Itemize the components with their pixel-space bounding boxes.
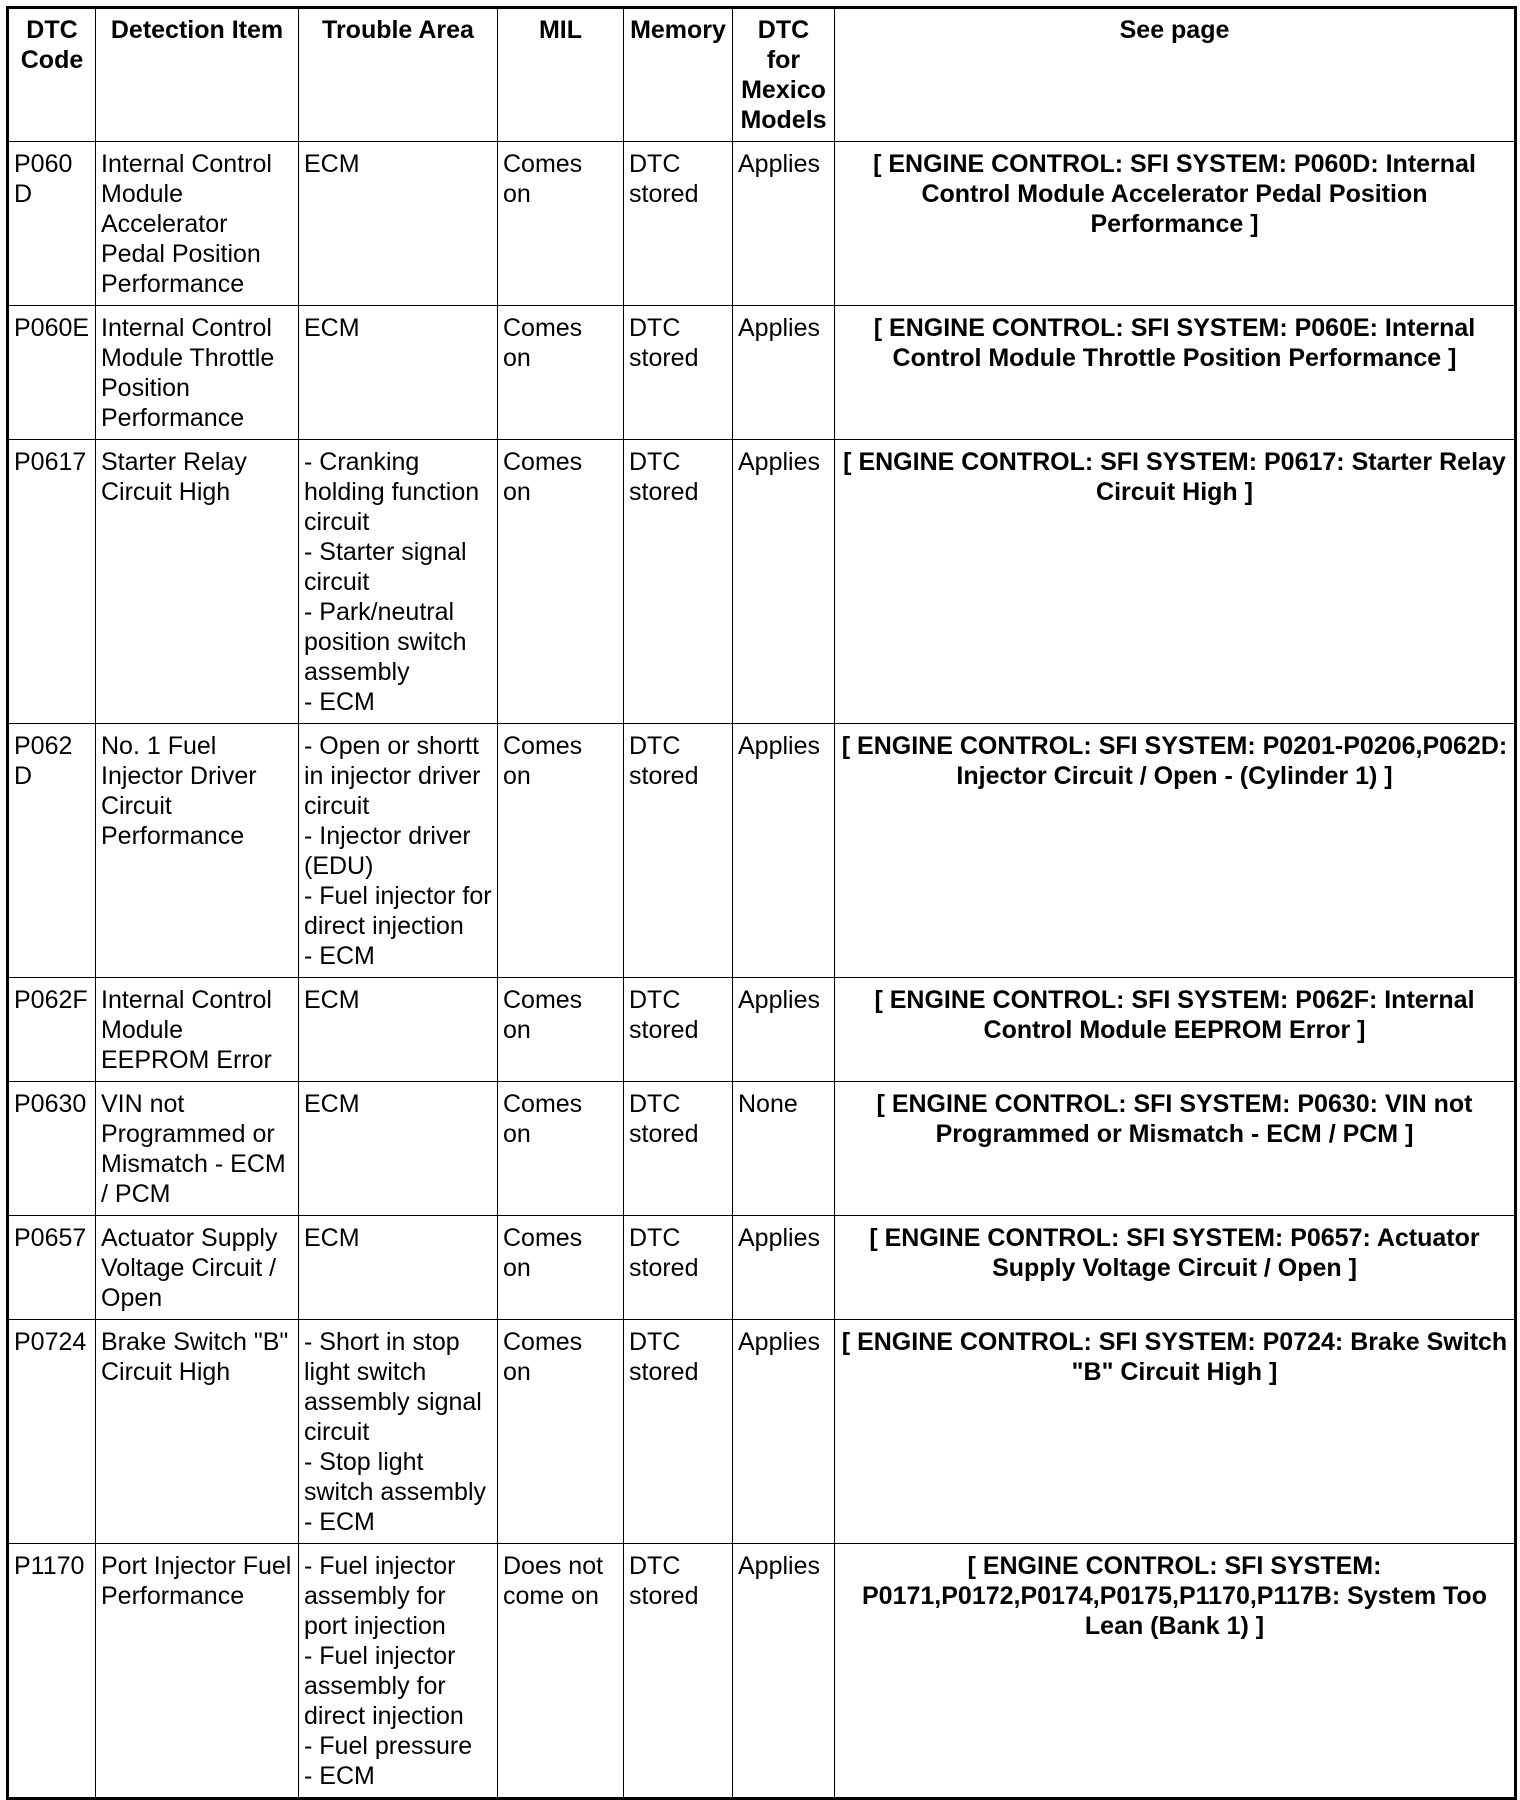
memory-cell: DTC stored: [624, 306, 733, 440]
see-page-link[interactable]: [ ENGINE CONTROL: SFI SYSTEM: P0201-P0206,P062D: Injector Circuit / Open - (Cylinder 1) ]: [835, 724, 1516, 978]
memory-cell: DTC stored: [624, 440, 733, 724]
table-header: [8, 8, 1516, 142]
see-page-link[interactable]: [ ENGINE CONTROL: SFI SYSTEM: P0657: Actuator Supply Voltage Circuit / Open ]: [835, 1216, 1516, 1320]
dtc-code-cell: P062F: [8, 978, 96, 1082]
header-mil: MIL: [498, 8, 624, 142]
trouble-area-cell: - Fuel injector assembly for port injection - Fuel injector assembly for direct injection - Fuel pressure - ECM: [299, 1544, 498, 1799]
header-trouble-area: Trouble Area: [299, 8, 498, 142]
see-page-link[interactable]: [ ENGINE CONTROL: SFI SYSTEM: P0630: VIN not Programmed or Mismatch - ECM / PCM ]: [835, 1082, 1516, 1216]
header-row: [8, 8, 1516, 142]
table-row: [8, 978, 1516, 1082]
mil-cell: Comes on: [498, 1216, 624, 1320]
memory-cell: DTC stored: [624, 978, 733, 1082]
detection-item-cell: Internal Control Module Throttle Position Performance: [96, 306, 299, 440]
table-row: [8, 1544, 1516, 1799]
dtc-code-cell: P0657: [8, 1216, 96, 1320]
trouble-area-cell: ECM: [299, 978, 498, 1082]
trouble-area-cell: ECM: [299, 1082, 498, 1216]
mexico-cell: None: [733, 1082, 835, 1216]
table-row: [8, 142, 1516, 306]
detection-item-cell: Starter Relay Circuit High: [96, 440, 299, 724]
detection-item-cell: Brake Switch "B" Circuit High: [96, 1320, 299, 1544]
mil-cell: Comes on: [498, 440, 624, 724]
table-row: [8, 1216, 1516, 1320]
trouble-area-cell: - Cranking holding function circuit - Starter signal circuit - Park/neutral position switch assembly - ECM: [299, 440, 498, 724]
mexico-cell: Applies: [733, 142, 835, 306]
header-see-page: See page: [835, 8, 1516, 142]
dtc-table: [6, 6, 1517, 1800]
mil-cell: Comes on: [498, 978, 624, 1082]
dtc-code-cell: P0617: [8, 440, 96, 724]
detection-item-cell: Port Injector Fuel Performance: [96, 1544, 299, 1799]
memory-cell: DTC stored: [624, 1544, 733, 1799]
header-dtc-mexico: DTC for Mexico Models: [733, 8, 835, 142]
memory-cell: DTC stored: [624, 1082, 733, 1216]
dtc-code-cell: P1170: [8, 1544, 96, 1799]
table-row: [8, 440, 1516, 724]
table-row: [8, 306, 1516, 440]
see-page-link[interactable]: [ ENGINE CONTROL: SFI SYSTEM: P060D: Internal Control Module Accelerator Pedal Position Performance ]: [835, 142, 1516, 306]
see-page-link[interactable]: [ ENGINE CONTROL: SFI SYSTEM: P0171,P0172,P0174,P0175,P1170,P117B: System Too Lean (Bank 1) ]: [835, 1544, 1516, 1799]
mexico-cell: Applies: [733, 724, 835, 978]
trouble-area-cell: ECM: [299, 142, 498, 306]
mexico-cell: Applies: [733, 1544, 835, 1799]
dtc-code-cell: P060D: [8, 142, 96, 306]
mil-cell: Does not come on: [498, 1544, 624, 1799]
see-page-link[interactable]: [ ENGINE CONTROL: SFI SYSTEM: P0617: Starter Relay Circuit High ]: [835, 440, 1516, 724]
dtc-code-cell: P062D: [8, 724, 96, 978]
trouble-area-cell: - Short in stop light switch assembly signal circuit - Stop light switch assembly - ECM: [299, 1320, 498, 1544]
table-row: [8, 1320, 1516, 1544]
see-page-link[interactable]: [ ENGINE CONTROL: SFI SYSTEM: P062F: Internal Control Module EEPROM Error ]: [835, 978, 1516, 1082]
dtc-code-cell: P060E: [8, 306, 96, 440]
mexico-cell: Applies: [733, 306, 835, 440]
detection-item-cell: Internal Control Module EEPROM Error: [96, 978, 299, 1082]
trouble-area-cell: ECM: [299, 1216, 498, 1320]
table-row: [8, 724, 1516, 978]
trouble-area-cell: - Open or shortt in injector driver circuit - Injector driver (EDU) - Fuel injector for direct injection - ECM: [299, 724, 498, 978]
mil-cell: Comes on: [498, 1320, 624, 1544]
mil-cell: Comes on: [498, 306, 624, 440]
header-memory: Memory: [624, 8, 733, 142]
mexico-cell: Applies: [733, 1216, 835, 1320]
detection-item-cell: VIN not Programmed or Mismatch - ECM / PCM: [96, 1082, 299, 1216]
header-dtc-code: DTC Code: [8, 8, 96, 142]
mil-cell: Comes on: [498, 1082, 624, 1216]
mil-cell: Comes on: [498, 142, 624, 306]
table-body: [8, 142, 1516, 1799]
see-page-link[interactable]: [ ENGINE CONTROL: SFI SYSTEM: P0724: Brake Switch "B" Circuit High ]: [835, 1320, 1516, 1544]
dtc-code-cell: P0724: [8, 1320, 96, 1544]
table-row: [8, 1082, 1516, 1216]
memory-cell: DTC stored: [624, 1216, 733, 1320]
detection-item-cell: No. 1 Fuel Injector Driver Circuit Performance: [96, 724, 299, 978]
detection-item-cell: Actuator Supply Voltage Circuit / Open: [96, 1216, 299, 1320]
mexico-cell: Applies: [733, 978, 835, 1082]
mexico-cell: Applies: [733, 1320, 835, 1544]
header-detection-item: Detection Item: [96, 8, 299, 142]
mil-cell: Comes on: [498, 724, 624, 978]
trouble-area-cell: ECM: [299, 306, 498, 440]
memory-cell: DTC stored: [624, 1320, 733, 1544]
memory-cell: DTC stored: [624, 142, 733, 306]
memory-cell: DTC stored: [624, 724, 733, 978]
detection-item-cell: Internal Control Module Accelerator Pedal Position Performance: [96, 142, 299, 306]
mexico-cell: Applies: [733, 440, 835, 724]
see-page-link[interactable]: [ ENGINE CONTROL: SFI SYSTEM: P060E: Internal Control Module Throttle Position Performance ]: [835, 306, 1516, 440]
dtc-code-cell: P0630: [8, 1082, 96, 1216]
